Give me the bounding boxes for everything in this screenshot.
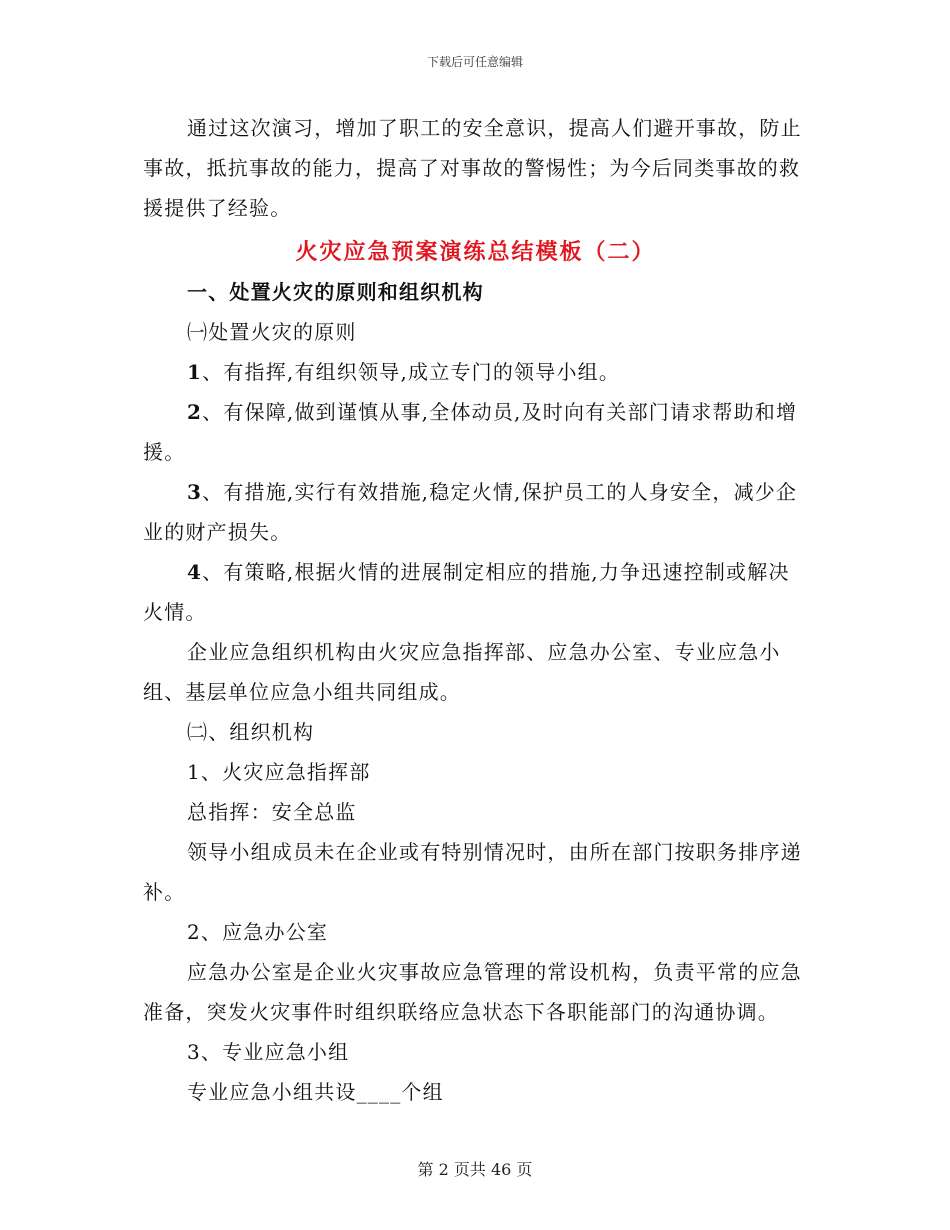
page-header-note: 下载后可任意编辑 (426, 55, 523, 69)
item-number: 4 (187, 560, 203, 584)
subsection-organization: ㈡、组织机构 (187, 720, 315, 744)
principle-item-4 (143, 552, 808, 632)
org-structure-paragraph: 企业应急组织机构由火灾应急指挥部、应急办公室、专业应急小组、基层单位应急小组共同组成。 (143, 640, 781, 704)
page-number-footer: 第 2 页共 46 页 (417, 1160, 533, 1179)
section-heading: 一、处置火灾的原则和组织机构 (187, 280, 484, 304)
item-text: 、有措施,实行有效措施,稳定火情,保护员工的人身安全，减少企业的财产损失。 (143, 480, 798, 544)
item-number: 2 (187, 400, 203, 424)
intro-paragraph: 通过这次演习，增加了职工的安全意识，提高人们避开事故，防止事故，抵抗事故的能力，提高了对事故的警惕性；为今后同类事故的救援提供了经验。 (143, 116, 802, 220)
item-text: 、有保障,做到谨慎从事,全体动员,及时向有关部门请求帮助和增援。 (143, 400, 798, 464)
principle-item-3 (143, 472, 808, 552)
document-body (143, 108, 808, 1112)
principle-item-2 (143, 392, 808, 472)
principle-item-1 (143, 352, 808, 392)
item-number: 1 (187, 360, 203, 384)
item-number: 3 (187, 480, 203, 504)
org-team-desc: 专业应急小组共设____个组 (187, 1080, 444, 1104)
org-command-note: 领导小组成员未在企业或有特别情况时，由所在部门按职务排序递补。 (143, 840, 802, 904)
item-text: 、有指挥,有组织领导,成立专门的领导小组。 (202, 360, 621, 384)
item-text: 、有策略,根据火情的进展制定相应的措施,力争迅速控制或解决火情。 (143, 560, 790, 624)
document-title: 火灾应急预案演练总结模板（二） (295, 239, 656, 265)
org-office-title: 2、应急办公室 (187, 920, 329, 944)
org-command-chief: 总指挥：安全总监 (187, 800, 357, 824)
subsection-principles: ㈠处置火灾的原则 (187, 320, 357, 344)
org-office-desc: 应急办公室是企业火灾事故应急管理的常设机构，负责平常的应急准备，突发火灾事件时组织联络应急状态下各职能部门的沟通协调。 (143, 960, 802, 1024)
org-team-title: 3、专业应急小组 (187, 1040, 350, 1064)
org-command-title: 1、火灾应急指挥部 (187, 760, 371, 784)
